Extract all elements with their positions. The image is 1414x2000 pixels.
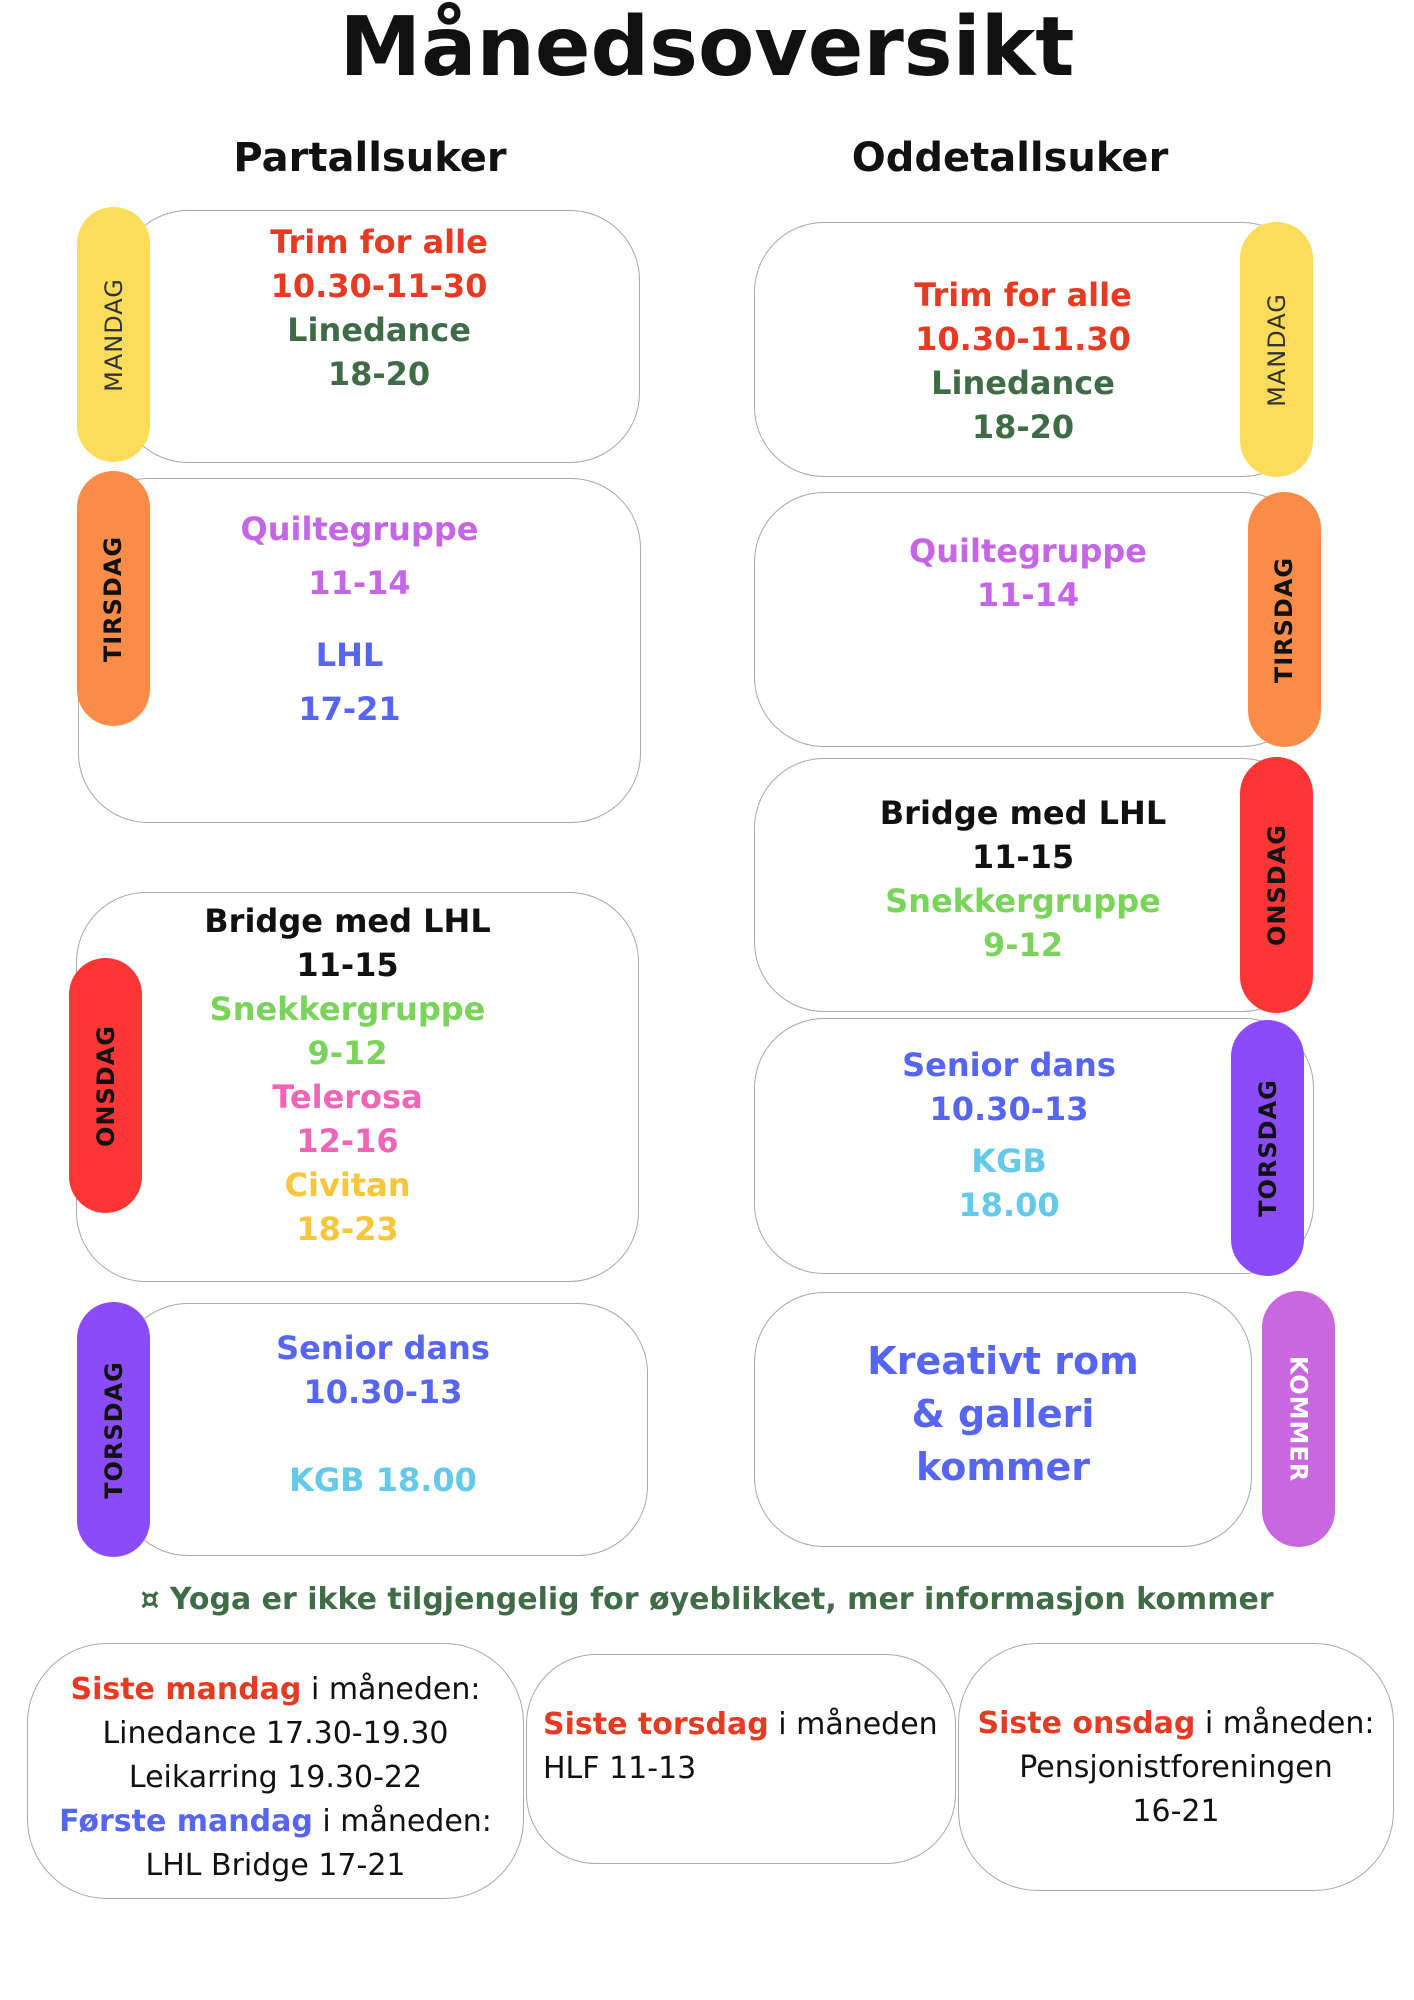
yoga-note: ¤ Yoga er ikke tilgjengelig for øyeblikket, mer informasjon kommer <box>140 1582 1274 1617</box>
activity-name: KGB 18.00 <box>289 1461 477 1499</box>
coming-label: KOMMER <box>1262 1291 1335 1547</box>
activity-name: Snekkergruppe <box>209 990 486 1028</box>
day-label-tuesday: TIRSDAG <box>77 471 150 726</box>
activity-name: Bridge med LHL <box>879 794 1167 832</box>
activity-name: Senior dans <box>902 1046 1116 1084</box>
activity-time: 11-15 <box>296 946 399 984</box>
activity-name: Linedance <box>931 364 1115 402</box>
odd-weeks-heading: Oddetallsuker <box>851 135 1169 181</box>
info-line: Linedance 17.30-19.30 <box>102 1716 449 1751</box>
info-line: LHL Bridge 17-21 <box>145 1848 406 1883</box>
odd-thursday-card <box>754 1018 1314 1274</box>
activity-name: Bridge med LHL <box>204 902 491 940</box>
activity-name: & galleri <box>911 1392 1095 1436</box>
activity-name: Senior dans <box>276 1329 490 1367</box>
activity-time: 12-16 <box>296 1122 399 1160</box>
day-label-monday: MANDAG <box>1240 222 1313 477</box>
activity-time: 11-15 <box>971 838 1075 876</box>
activity-time: 10.30-11-30 <box>270 267 488 305</box>
last-thursday-info: Siste torsdag i måneden HLF 11-13 <box>526 1654 956 1864</box>
highlight-text: Siste torsdag <box>543 1707 769 1742</box>
day-label-thursday: TORSDAG <box>77 1302 150 1557</box>
activity-time: 11-14 <box>976 576 1080 614</box>
day-label-monday: MANDAG <box>77 207 150 462</box>
day-label-tuesday: TIRSDAG <box>1248 492 1321 747</box>
last-monday-info: Siste mandag i måneden: Linedance 17.30-19.30 Leikarring 19.30-22 Første mandag i måneden: LHL Bridge 17-21 <box>27 1643 524 1899</box>
activity-name: KGB <box>971 1142 1047 1180</box>
odd-tuesday-card <box>754 492 1312 747</box>
activity-time: 10.30-11.30 <box>915 320 1131 358</box>
activity-time: 18.00 <box>958 1186 1060 1224</box>
activity-time: 18-23 <box>296 1210 399 1248</box>
odd-monday-card <box>754 222 1312 477</box>
activity-name: Telerosa <box>272 1078 423 1116</box>
activity-name: Trim for alle <box>270 223 488 261</box>
activity-name: Quiltegruppe <box>240 510 479 548</box>
odd-wednesday-card <box>754 758 1312 1012</box>
activity-name: Civitan <box>284 1166 411 1204</box>
day-label-wednesday: ONSDAG <box>1240 757 1313 1013</box>
info-line: Pensjonistforeningen <box>1019 1750 1333 1785</box>
info-line: HLF 11-13 <box>543 1751 697 1786</box>
even-wednesday-card <box>76 892 639 1282</box>
day-label-thursday: TORSDAG <box>1231 1020 1304 1276</box>
activity-time: 9-12 <box>307 1034 388 1072</box>
activity-name: Trim for alle <box>914 276 1132 314</box>
activity-name: Linedance <box>287 311 471 349</box>
last-wednesday-info: Siste onsdag i måneden: Pensjonistforeningen 16-21 <box>958 1643 1394 1891</box>
activity-time: 18-20 <box>971 408 1075 446</box>
page-title: Månedsoversikt <box>339 0 1075 95</box>
activity-name: kommer <box>915 1445 1091 1489</box>
activity-time: 10.30-13 <box>303 1373 463 1411</box>
even-weeks-heading: Partallsuker <box>233 135 507 181</box>
activity-name: Kreativt rom <box>867 1339 1139 1383</box>
highlight-text: Siste onsdag <box>977 1706 1196 1741</box>
highlight-text: Første mandag <box>59 1804 313 1839</box>
activity-time: 17-21 <box>298 690 401 728</box>
activity-name: Quiltegruppe <box>909 532 1147 570</box>
day-label-wednesday: ONSDAG <box>69 958 142 1213</box>
activity-name: LHL <box>315 636 384 674</box>
even-thursday-card <box>118 1303 648 1556</box>
activity-time: 11-14 <box>308 564 411 602</box>
highlight-text: Siste mandag <box>70 1672 302 1707</box>
even-monday-card <box>118 210 640 463</box>
odd-coming-card <box>754 1292 1252 1547</box>
info-line: 16-21 <box>1132 1794 1220 1829</box>
even-tuesday-card <box>78 478 641 823</box>
activity-time: 9-12 <box>982 926 1064 964</box>
activity-time: 18-20 <box>327 355 431 393</box>
activity-time: 10.30-13 <box>929 1090 1089 1128</box>
info-line: Leikarring 19.30-22 <box>128 1760 423 1795</box>
activity-name: Snekkergruppe <box>885 882 1161 920</box>
